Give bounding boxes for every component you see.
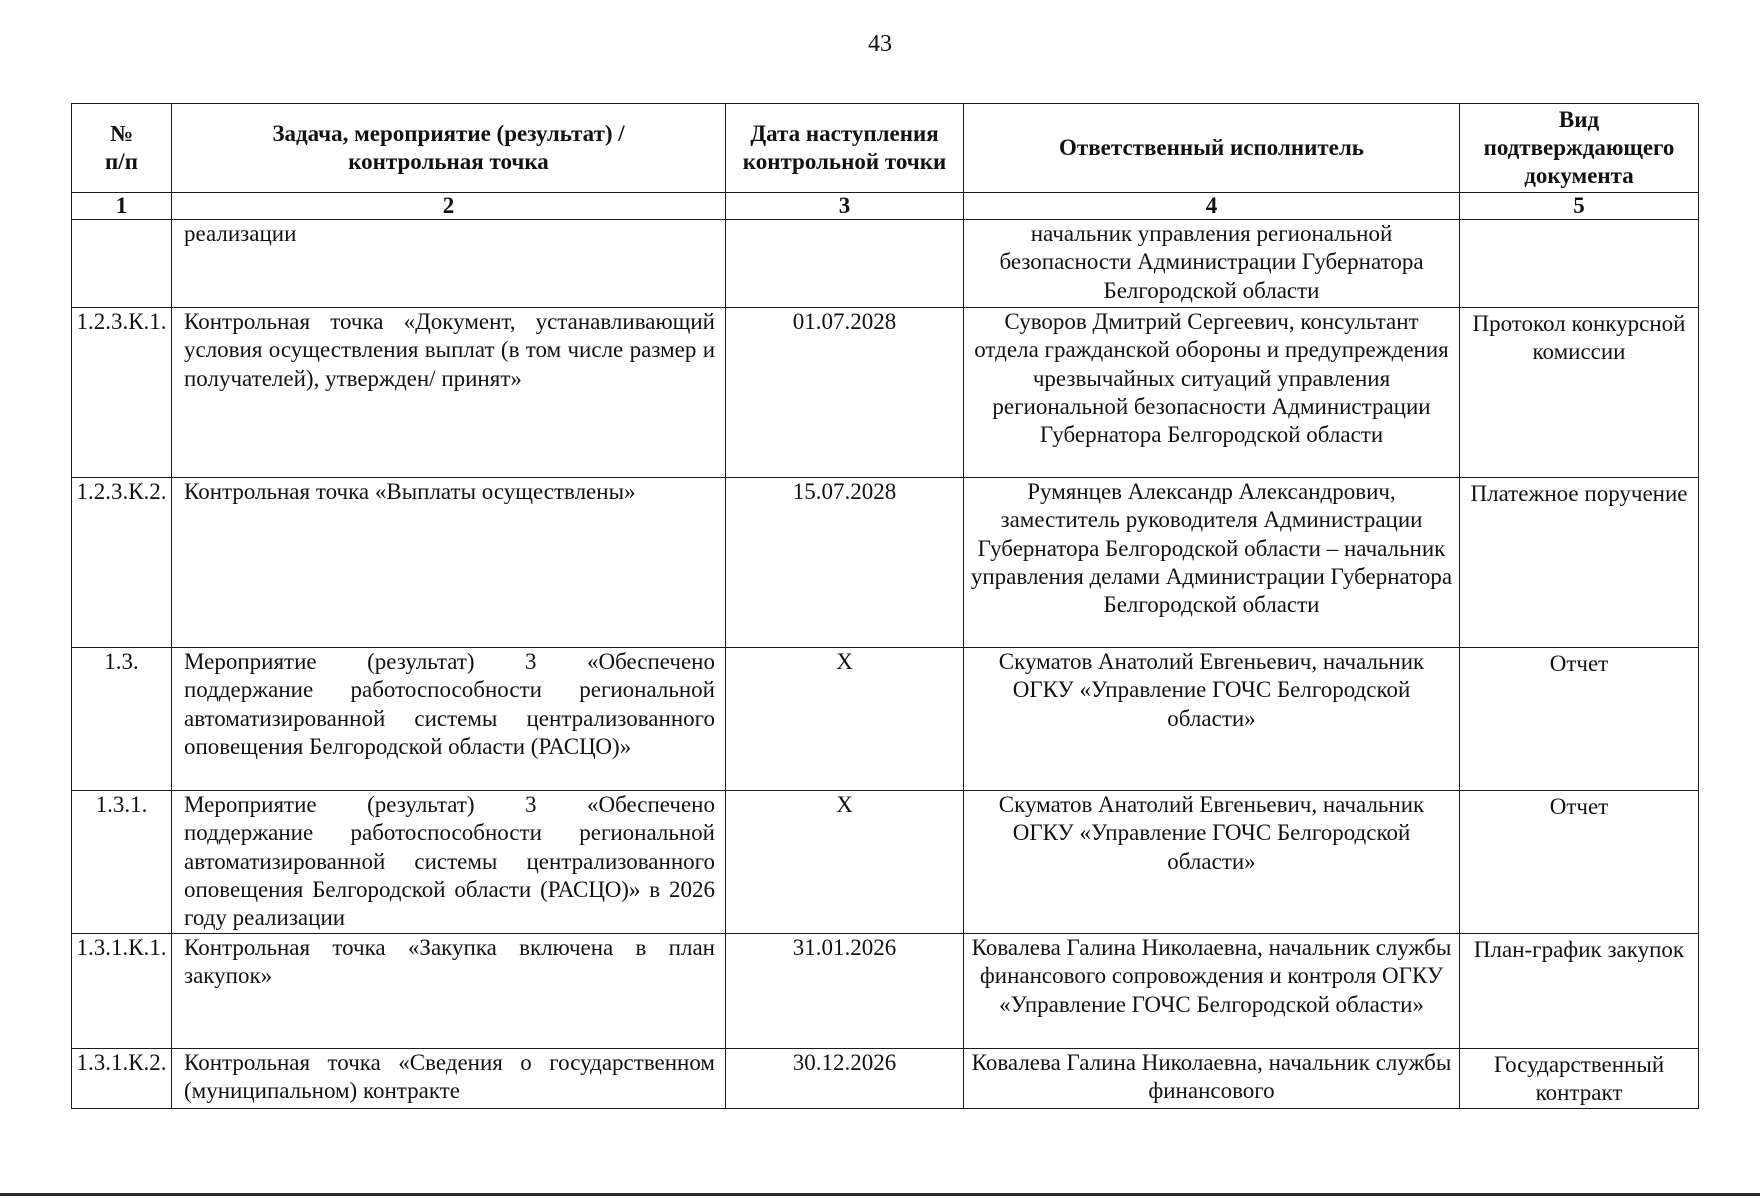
header-document: Вид подтверждающего документа <box>1460 104 1699 193</box>
row-number: 1.2.3.К.2. <box>72 478 172 648</box>
row-task: Контрольная точка «Закупка включена в план закупок» <box>172 934 726 1049</box>
row-responsible: Ковалева Галина Николаевна, начальник службы финансового сопровождения и контроля ОГКУ «Управление ГОЧС Белгородской области» <box>964 934 1460 1049</box>
row-document: План-график закупок <box>1460 934 1699 1049</box>
row-number <box>72 220 172 308</box>
row-number: 1.3.1. <box>72 791 172 934</box>
row-document: Государственный контракт <box>1460 1049 1699 1109</box>
row-responsible: Скуматов Анатолий Евгеньевич, начальник ОГКУ «Управление ГОЧС Белгородской области» <box>964 791 1460 934</box>
row-responsible: начальник управления региональной безопасности Администрации Губернатора Белгородской области <box>964 220 1460 308</box>
table-row <box>72 220 1699 308</box>
row-document: Протокол конкурсной комиссии <box>1460 308 1699 478</box>
header-task: Задача, мероприятие (результат) / контрольная точка <box>172 104 726 193</box>
header-date: Дата наступления контрольной точки <box>726 104 964 193</box>
column-number-3: 3 <box>726 193 964 220</box>
control-points-table-wrapper <box>71 103 1698 1109</box>
row-responsible: Скуматов Анатолий Евгеньевич, начальник ОГКУ «Управление ГОЧС Белгородской области» <box>964 648 1460 791</box>
row-date <box>726 220 964 308</box>
header-number: № п/п <box>72 104 172 193</box>
column-number-2: 2 <box>172 193 726 220</box>
row-document: Отчет <box>1460 791 1699 934</box>
row-date: Х <box>726 648 964 791</box>
table-header-row <box>72 104 1699 193</box>
row-task: Мероприятие (результат) 3 «Обеспечено поддержание работоспособности региональной автоматизированной системы централизованного оповещения Белгородской области (РАСЦО)» в 2026 году реализации <box>172 791 726 934</box>
row-date: 15.07.2028 <box>726 478 964 648</box>
table-row <box>72 1049 1699 1109</box>
row-task: реализации <box>172 220 726 308</box>
row-task: Контрольная точка «Документ, устанавливающий условия осуществления выплат (в том числе размер и получателей), утвержден/ принят» <box>172 308 726 478</box>
row-date: 30.12.2026 <box>726 1049 964 1109</box>
column-numbers-row <box>72 193 1699 220</box>
row-responsible: Суворов Дмитрий Сергеевич, консультант отдела гражданской обороны и предупреждения чрезвычайных ситуаций управления региональной безопасности Администрации Губернатора Белгородской области <box>964 308 1460 478</box>
row-date: Х <box>726 791 964 934</box>
table-row <box>72 478 1699 648</box>
row-task: Мероприятие (результат) 3 «Обеспечено поддержание работоспособности региональной автоматизированной системы централизованного оповещения Белгородской области (РАСЦО)» <box>172 648 726 791</box>
row-number: 1.3.1.К.2. <box>72 1049 172 1109</box>
table-row <box>72 934 1699 1049</box>
row-number: 1.3. <box>72 648 172 791</box>
row-task: Контрольная точка «Сведения о государственном (муниципальном) контракте <box>172 1049 726 1109</box>
row-responsible: Ковалева Галина Николаевна, начальник службы финансового <box>964 1049 1460 1109</box>
table-row <box>72 791 1699 934</box>
column-number-1: 1 <box>72 193 172 220</box>
row-task: Контрольная точка «Выплаты осуществлены» <box>172 478 726 648</box>
column-number-4: 4 <box>964 193 1460 220</box>
table-row <box>72 308 1699 478</box>
row-number: 1.2.3.К.1. <box>72 308 172 478</box>
row-date: 01.07.2028 <box>726 308 964 478</box>
row-number: 1.3.1.К.1. <box>72 934 172 1049</box>
header-responsible: Ответственный исполнитель <box>964 104 1460 193</box>
column-number-5: 5 <box>1460 193 1699 220</box>
bottom-scan-rule <box>0 1193 1760 1196</box>
control-points-table <box>71 103 1699 1109</box>
row-date: 31.01.2026 <box>726 934 964 1049</box>
row-responsible: Румянцев Александр Александрович, заместитель руководителя Администрации Губернатора Белгородской области – начальник управления делами Администрации Губернатора Белгородской области <box>964 478 1460 648</box>
row-document <box>1460 220 1699 308</box>
page-number: 43 <box>868 31 892 57</box>
table-row <box>72 648 1699 791</box>
row-document: Платежное поручение <box>1460 478 1699 648</box>
row-document: Отчет <box>1460 648 1699 791</box>
